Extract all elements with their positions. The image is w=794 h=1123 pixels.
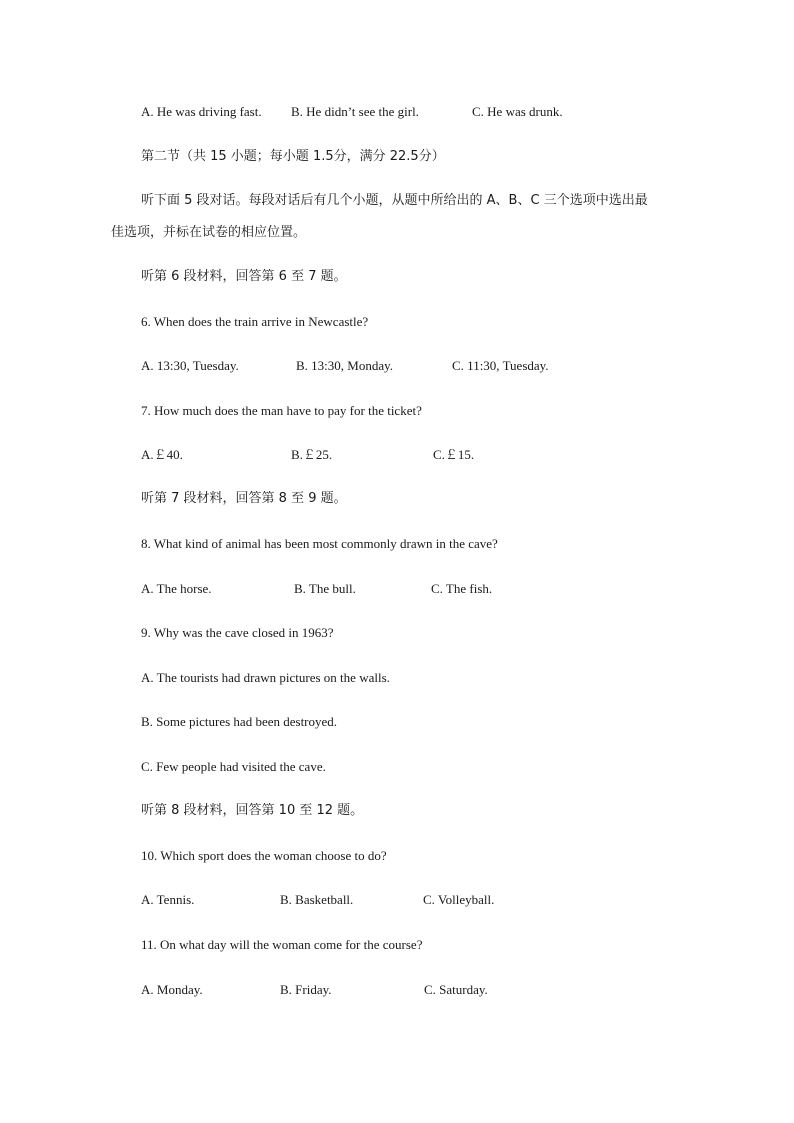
q6-option-b: B. 13:30, Monday. <box>296 358 394 373</box>
q6-option-a: A. 13:30, Tuesday. <box>141 358 239 373</box>
q11-option-b: B. Friday. <box>280 982 332 997</box>
material-8-intro: 听第 8 段材料，回答第 10 至 12 题。 <box>141 803 364 818</box>
q8-option-a: A. The horse. <box>141 581 212 596</box>
q10-option-c: C. Volleyball. <box>423 892 495 907</box>
q8-question: 8. What kind of animal has been most commonly drawn in the cave? <box>141 536 498 551</box>
q9-option-a: A. The tourists had drawn pictures on the walls. <box>141 670 390 685</box>
q10-option-b: B. Basketball. <box>280 892 354 907</box>
q11-option-a: A. Monday. <box>141 982 203 997</box>
material-6-intro: 听第 6 段材料，回答第 6 至 7 题。 <box>141 269 347 284</box>
q10-option-a: A. Tennis. <box>141 892 195 907</box>
q7-option-b: B.￡25. <box>291 447 333 462</box>
q8-option-c: C. The fish. <box>431 581 493 596</box>
q7-option-a: A.￡40. <box>141 447 183 462</box>
q10-question: 10. Which sport does the woman choose to do? <box>141 848 387 863</box>
q8-option-b: B. The bull. <box>294 581 356 596</box>
section-heading: 第二节（共 15 小题；每小题 1.5分，满分 22.5分） <box>141 149 445 164</box>
instruction-line-2: 佳选项，并标在试卷的相应位置。 <box>111 225 307 240</box>
q6-option-c: C. 11:30, Tuesday. <box>452 358 549 373</box>
q5-option-c: C. He was drunk. <box>472 104 563 119</box>
material-7-intro: 听第 7 段材料，回答第 8 至 9 题。 <box>141 491 347 506</box>
q9-question: 9. Why was the cave closed in 1963? <box>141 625 334 640</box>
q11-question: 11. On what day will the woman come for the course? <box>141 937 423 952</box>
instruction-line-1: 听下面 5 段对话。每段对话后有几个小题，从题中所给出的 A、B、C 三个选项中选出最 <box>141 193 648 208</box>
q9-option-b: B. Some pictures had been destroyed. <box>141 714 338 729</box>
q7-option-c: C.￡15. <box>433 447 475 462</box>
q7-question: 7. How much does the man have to pay for the ticket? <box>141 403 422 418</box>
q11-option-c: C. Saturday. <box>424 982 488 997</box>
q6-question: 6. When does the train arrive in Newcastle? <box>141 314 369 329</box>
q9-option-c: C. Few people had visited the cave. <box>141 759 326 774</box>
q5-option-b: B. He didn’t see the girl. <box>291 104 419 119</box>
q5-option-a: A. He was driving fast. <box>141 104 262 119</box>
